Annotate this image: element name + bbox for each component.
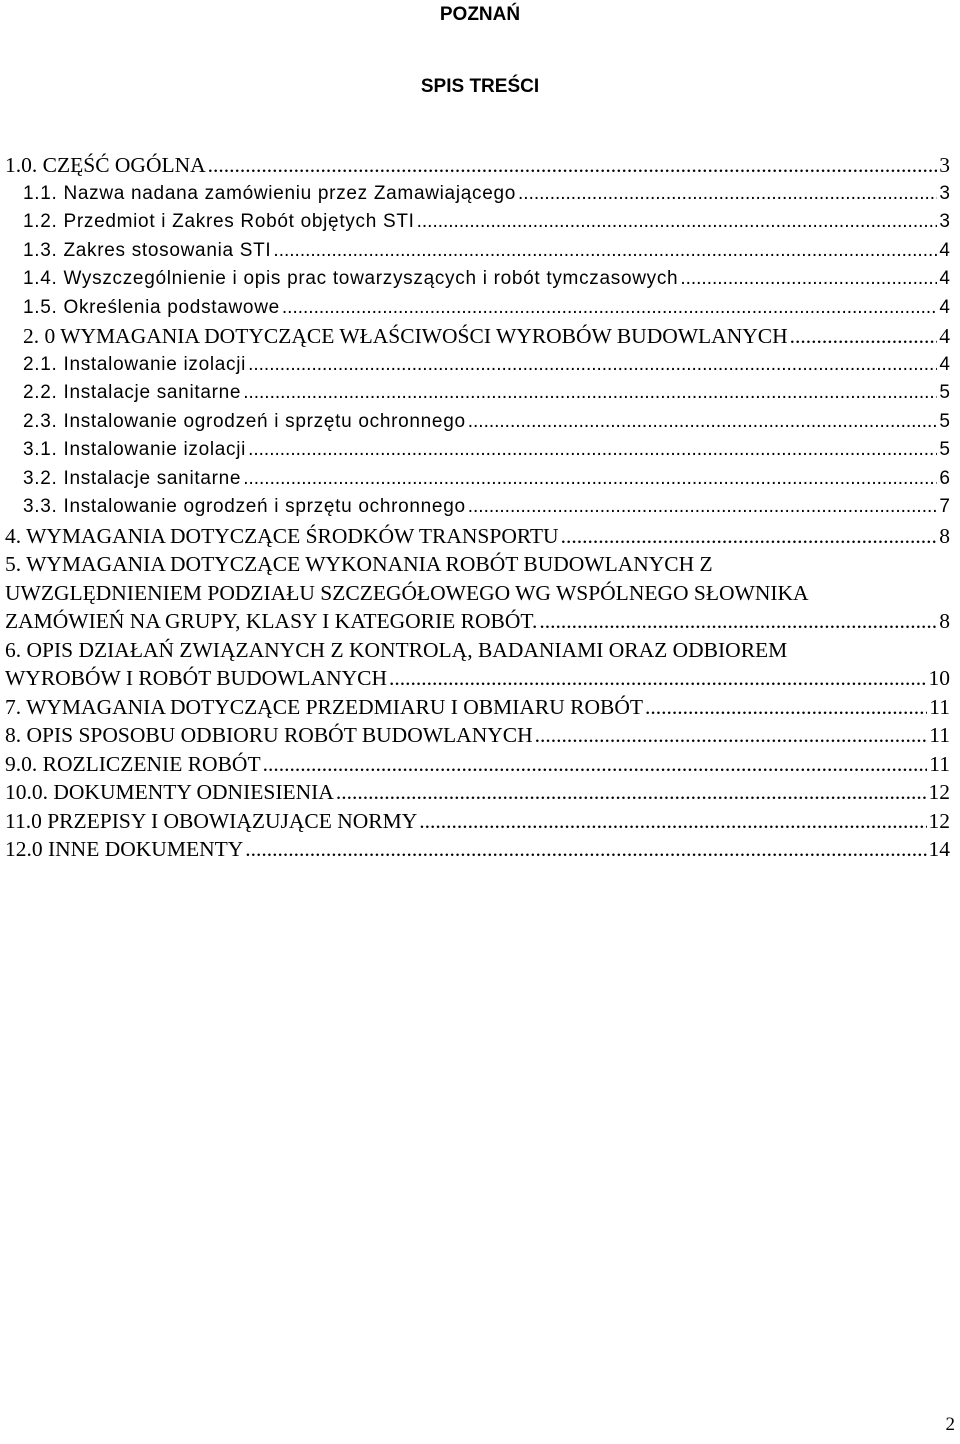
toc-entry[interactable] [5,208,950,237]
toc-entry[interactable] [5,835,950,864]
toc-entry-title: 1.3. Zakres stosowania STI [23,239,272,261]
toc-leader-dots [417,208,938,237]
toc-entry-title: 1.2. Przedmiot i Zakres Robót objętych STI [23,211,415,232]
toc-entry-page: 8 [939,523,950,548]
toc-entry-page: 3 [939,211,950,232]
toc-entry-page: 8 [939,609,950,633]
toc-leader-dots [518,180,937,209]
toc-entry-page: 3 [939,153,950,177]
toc-leader-dots [468,408,938,437]
toc-leader-dots [248,351,937,380]
table-of-contents [5,151,950,864]
toc-entry[interactable] [5,807,950,836]
toc-entry-page: 5 [939,410,950,432]
toc-entry[interactable] [5,522,950,551]
toc-entry-page: 4 [939,239,950,261]
toc-entry-page: 11 [929,723,950,747]
toc-entry[interactable] [5,265,950,294]
toc-leader-dots [248,436,937,465]
toc-entry-title: 11.0 PRZEPISY I OBOWIĄZUJĄCE NORMY [5,808,418,833]
toc-entry-title: 10.0. DOKUMENTY ODNIESIENIA [5,780,334,804]
toc-entry-title: 3.1. Instalowanie izolacji [23,439,247,460]
toc-leader-dots [680,265,937,294]
toc-entry-title: 4. WYMAGANIA DOTYCZĄCE ŚRODKÓW TRANSPORTU [5,523,559,548]
toc-entry-title: 3.2. Instalacje sanitarne [23,467,242,489]
toc-entry[interactable] [5,351,950,380]
toc-leader-dots [263,750,928,779]
toc-entry-line[interactable] [5,636,950,665]
toc-entry[interactable] [5,294,950,323]
toc-entry-title: 2.1. Instalowanie izolacji [23,353,247,375]
toc-entry-line[interactable] [5,579,950,608]
toc-entry[interactable] [5,778,950,807]
toc-entry[interactable] [5,237,950,266]
document-city-header: POZNAŃ [439,4,521,25]
toc-entry-page: 12 [928,808,950,833]
toc-entry-title: 2.3. Instalowanie ogrodzeń i sprzętu ochronnego [23,410,466,432]
toc-entry-page: 5 [939,439,950,460]
toc-entry-title: ZAMÓWIEŃ NA GRUPY, KLASY I KATEGORIE ROBÓT. [5,609,538,633]
toc-entry-page: 10 [928,666,950,690]
toc-entry-page: 12 [928,780,950,804]
toc-entry[interactable] [5,408,950,437]
toc-entry-page: 4 [939,296,950,318]
toc-entry[interactable] [5,465,950,494]
toc-entry-title: 1.0. CZĘŚĆ OGÓLNA [5,153,206,177]
toc-entry-page: 6 [939,467,950,489]
toc-entry-title: 7. WYMAGANIA DOTYCZĄCE PRZEDMIARU I OBMIARU ROBÓT [5,694,644,719]
toc-entry-title: 12.0 INNE DOKUMENTY [5,837,244,861]
toc-entry-title: 1.1. Nazwa nadana zamówieniu przez Zamawiającego [23,182,517,204]
toc-leader-dots [243,465,937,494]
toc-entry[interactable] [5,750,950,779]
toc-leader-dots [535,721,928,750]
toc-entry-title-line: UWZGLĘDNIENIEM PODZIAŁU SZCZEGÓŁOWEGO WG WSPÓLNEGO SŁOWNIKA [5,580,809,605]
toc-entry-page: 3 [939,182,950,204]
toc-entry-title: 3.3. Instalowanie ogrodzeń i sprzętu ochronnego [23,496,466,517]
toc-leader-dots [419,807,926,836]
toc-leader-dots [245,835,926,864]
toc-leader-dots [790,322,938,351]
toc-entry[interactable] [5,379,950,408]
toc-leader-dots [561,522,938,551]
toc-entry[interactable] [5,664,950,693]
toc-leader-dots [282,294,938,323]
page-number: 2 [945,1414,955,1435]
toc-entry[interactable] [5,322,950,351]
toc-leader-dots [243,379,937,408]
toc-leader-dots [273,237,937,266]
toc-leader-dots [539,607,937,636]
toc-entry[interactable] [5,721,950,750]
toc-entry[interactable] [5,607,950,636]
toc-leader-dots [645,693,927,722]
toc-entry-page: 5 [939,382,950,403]
toc-entry-title: WYROBÓW I ROBÓT BUDOWLANYCH [5,666,388,690]
toc-entry-page: 11 [929,694,950,719]
toc-entry[interactable] [5,693,950,722]
toc-leader-dots [389,664,926,693]
toc-entry-line[interactable] [5,550,950,579]
toc-entry-page: 4 [939,268,950,289]
toc-entry-title: 9.0. ROZLICZENIE ROBÓT [5,751,261,776]
toc-entry-page: 4 [939,353,950,375]
toc-entry-title: 1.4. Wyszczególnienie i opis prac towarzyszących i robót tymczasowych [23,268,679,289]
toc-entry-page: 14 [928,837,950,861]
toc-leader-dots [208,151,938,180]
toc-title: SPIS TREŚCI [420,76,540,97]
toc-entry-title: 8. OPIS SPOSOBU ODBIORU ROBÓT BUDOWLANYCH [5,723,533,747]
toc-entry-title-line: 6. OPIS DZIAŁAŃ ZWIĄZANYCH Z KONTROLĄ, BADANIAMI ORAZ ODBIOREM [5,637,788,662]
toc-entry[interactable] [5,151,950,180]
toc-leader-dots [468,493,938,522]
toc-entry[interactable] [5,180,950,209]
toc-entry-title-line: 5. WYMAGANIA DOTYCZĄCE WYKONANIA ROBÓT BUDOWLANYCH Z [5,552,713,576]
toc-entry-title: 2. 0 WYMAGANIA DOTYCZĄCE WŁAŚCIWOŚCI WYROBÓW BUDOWLANYCH [23,324,788,348]
toc-entry-page: 4 [939,324,950,348]
toc-entry-title: 2.2. Instalacje sanitarne [23,382,242,403]
toc-leader-dots [336,778,927,807]
toc-entry[interactable] [5,436,950,465]
toc-entry-page: 11 [929,751,950,776]
toc-entry-title: 1.5. Określenia podstawowe [23,296,280,318]
toc-entry-page: 7 [939,496,950,517]
toc-entry[interactable] [5,493,950,522]
